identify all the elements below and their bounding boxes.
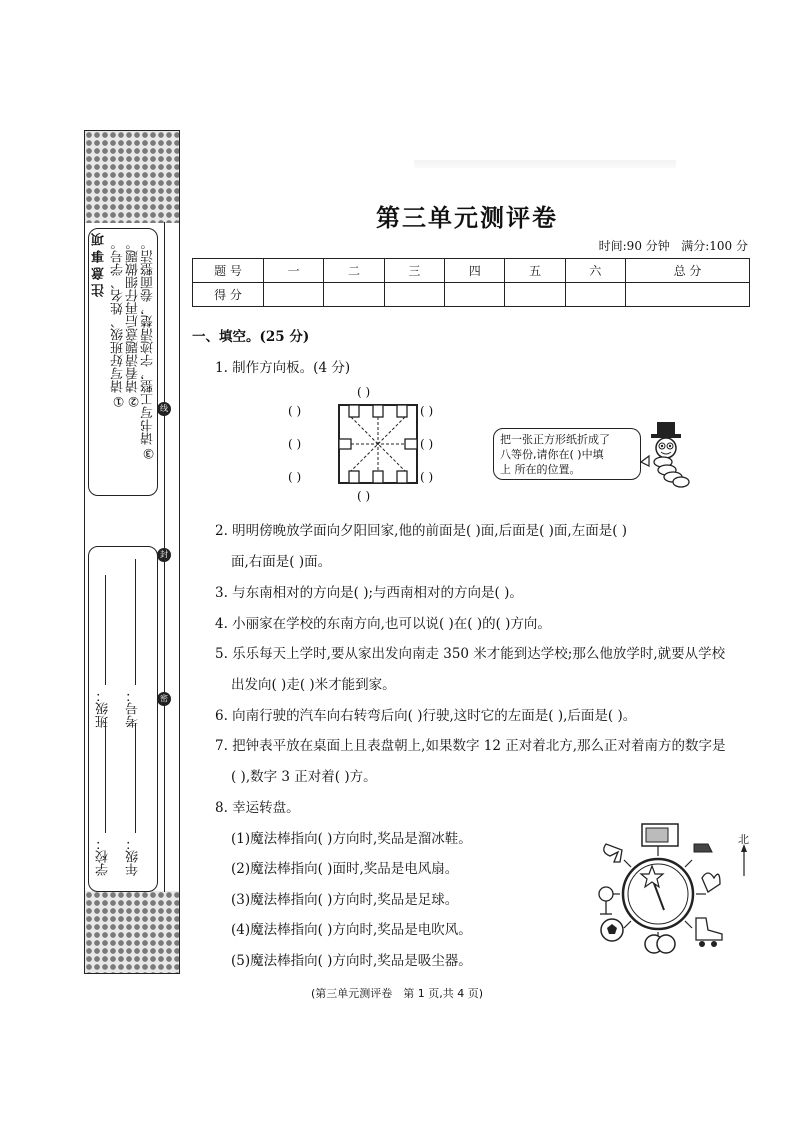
hint-line-2: 八等份,请你在( )中填 [500, 448, 604, 461]
notice-label: 注意事项 [92, 229, 107, 297]
direction-board-diagram [337, 403, 419, 485]
field-class-line[interactable] [105, 575, 106, 685]
info-box [88, 546, 158, 892]
score-input[interactable] [505, 283, 565, 307]
hint-line-1: 把一张正方形纸折成了 [500, 433, 610, 446]
field-grade-label: 年级： [126, 837, 141, 876]
caterpillar-mascot-icon [637, 418, 693, 490]
question-8-item-2: (2)魔法棒指向( )面时,奖品是电风扇。 [231, 861, 459, 877]
time-limit: 时间:90 分钟 [598, 239, 670, 253]
decorative-pattern-bottom [85, 891, 179, 973]
answer-blank-northwest[interactable]: ( ) [288, 404, 302, 418]
hint-bubble [493, 428, 641, 480]
section-heading: 一、填空。(25 分) [192, 329, 310, 345]
question-7-line-1: 7. 把钟表平放在桌面上且表盘朝上,如果数字 12 正对着北方,那么正对着南方的数字是 [215, 738, 726, 754]
question-8-item-4: (4)魔法棒指向( )方向时,奖品是电吹风。 [231, 922, 472, 938]
question-8-item-1: (1)魔法棒指向( )方向时,奖品是溜冰鞋。 [231, 831, 472, 847]
score-input[interactable] [445, 283, 505, 307]
answer-blank-south[interactable]: ( ) [357, 489, 371, 503]
question-8-item-3: (3)魔法棒指向( )方向时,奖品是足球。 [231, 892, 459, 908]
hint-line-3: 上 所在的位置。 [500, 463, 581, 476]
seal-secret: 密 [157, 692, 171, 706]
score-input[interactable] [264, 283, 324, 307]
question-1: 1. 制作方向板。(4 分) [215, 360, 351, 376]
score-input[interactable] [626, 283, 750, 307]
question-5-line-1: 5. 乐乐每天上学时,要从家出发向南走 350 米才能到达学校;那么他放学时,就要从学校 [215, 646, 726, 662]
answer-blank-southwest[interactable]: ( ) [288, 470, 302, 484]
answer-blank-east[interactable]: ( ) [420, 437, 434, 451]
score-input[interactable] [324, 283, 384, 307]
score-table-cell: 四 [445, 259, 505, 283]
time-info [599, 237, 748, 254]
question-4: 4. 小丽家在学校的东南方向,也可以说( )在( )的( )方向。 [215, 616, 551, 632]
question-2-line-1: 2. 明明傍晚放学面向夕阳回家,他的前面是( )面,后面是( )面,左面是( ) [215, 523, 628, 539]
question-2-line-2: 面,右面是( )面。 [231, 554, 332, 570]
lucky-wheel-diagram [598, 822, 750, 964]
answer-blank-southeast[interactable]: ( ) [420, 470, 434, 484]
notice-item-3: ③请书写工整，字迹清楚，卷面整洁。 [141, 237, 156, 460]
field-exam-line[interactable] [135, 559, 136, 685]
full-score: 满分:100 分 [681, 239, 748, 253]
notice-box [88, 228, 158, 496]
question-8-item-5: (5)魔法棒指向( )方向时,奖品是吸尘器。 [231, 953, 472, 969]
score-table [192, 258, 750, 307]
question-3: 3. 与东南相对的方向是( );与西南相对的方向是( )。 [215, 585, 523, 601]
score-table-cell: 总 分 [626, 259, 750, 283]
score-input[interactable] [384, 283, 444, 307]
score-table-header-row [193, 259, 750, 283]
page-title: 第三单元测评卷 [376, 203, 558, 232]
score-table-cell: 六 [565, 259, 625, 283]
answer-blank-north[interactable]: ( ) [357, 385, 371, 399]
field-class-label: 班级： [96, 689, 111, 728]
field-school-line[interactable] [105, 723, 106, 833]
question-5-line-2: 出发向( )走( )米才能到家。 [231, 677, 396, 693]
seal-line: 线 [157, 402, 171, 416]
field-school-label: 学校： [96, 837, 111, 876]
question-8: 8. 幸运转盘。 [215, 800, 300, 816]
field-grade-line[interactable] [135, 723, 136, 833]
question-7-line-2: ( ),数字 3 正对着( )方。 [231, 769, 377, 785]
notice-item-2: ②请看清题意后再仔细做题。 [126, 237, 141, 408]
score-table-cell: 二 [324, 259, 384, 283]
field-exam-label: 考号： [126, 689, 141, 728]
answer-blank-west[interactable]: ( ) [288, 437, 302, 451]
seal-seal: 封 [157, 548, 171, 562]
score-table-cell: 五 [505, 259, 565, 283]
score-table-cell: 三 [384, 259, 444, 283]
score-table-cell: 得 分 [193, 283, 264, 307]
faint-header-mark [414, 160, 676, 168]
score-table-score-row [193, 283, 750, 307]
question-6: 6. 向南行驶的汽车向右转弯后向( )行驶,这时它的左面是( ),后面是( )。 [215, 708, 637, 724]
score-input[interactable] [565, 283, 625, 307]
notice-item-1: ①请写好班级、姓名、学号。 [111, 237, 126, 408]
page-footer: (第三单元测评卷 第 1 页,共 4 页) [310, 987, 484, 1000]
answer-blank-northeast[interactable]: ( ) [420, 404, 434, 418]
north-label: 北 [738, 833, 749, 846]
score-table-cell: 题 号 [193, 259, 264, 283]
score-table-cell: 一 [264, 259, 324, 283]
